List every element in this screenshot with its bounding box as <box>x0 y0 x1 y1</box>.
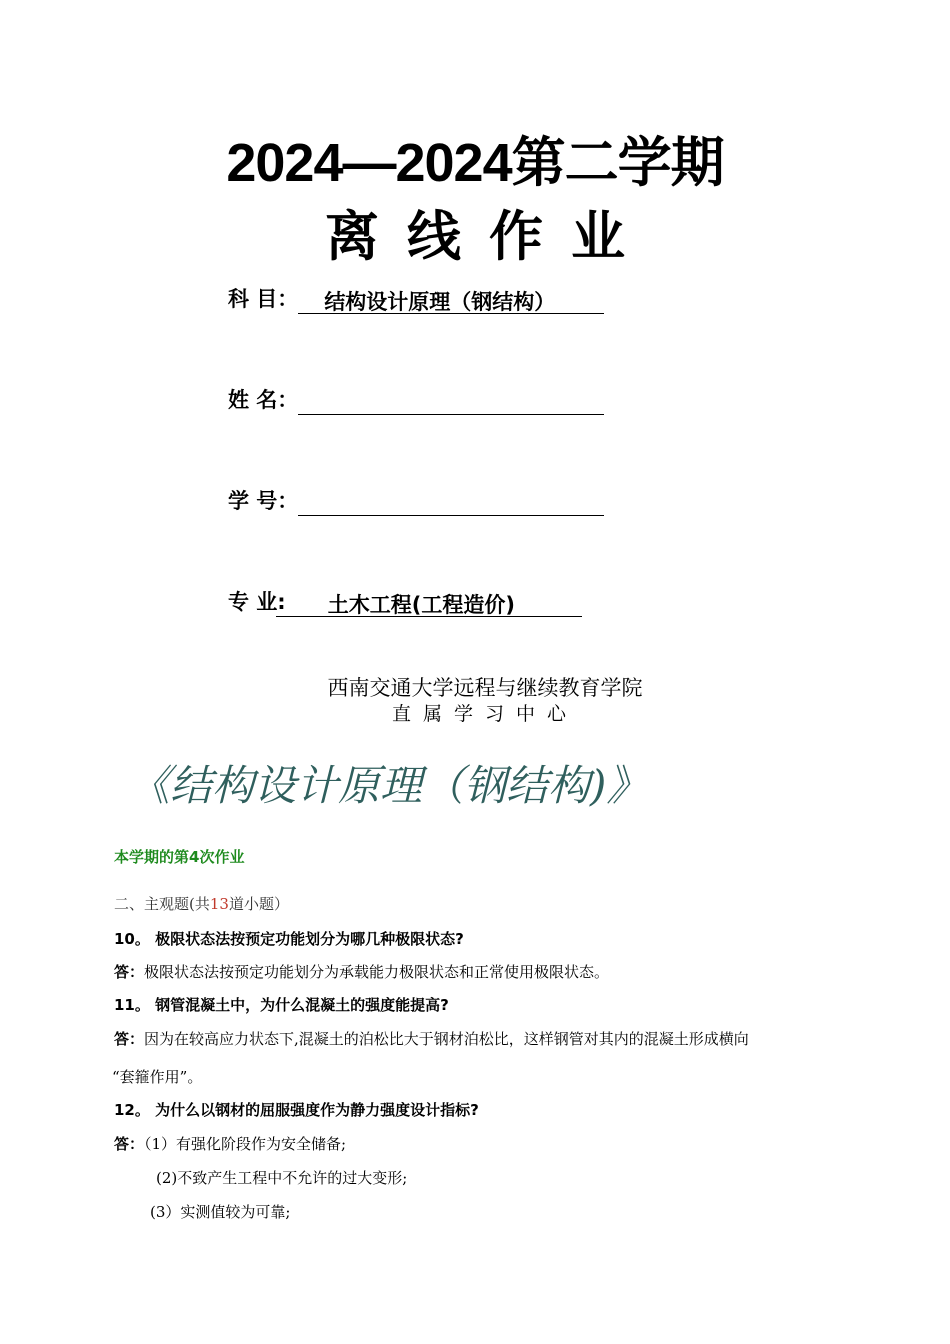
answer-12-item-2: (2)不致产生工程中不允许的过大变形; <box>156 1169 408 1187</box>
school-name: 西南交通大学远程与继续教育学院 <box>327 676 643 700</box>
subject-label: 科 目： <box>228 287 299 311</box>
section-prefix: 二、主观题(共 <box>114 895 210 913</box>
question-count: 13 <box>209 895 229 913</box>
answer-12 <box>114 1133 346 1155</box>
question-12: 12。 为什么以钢材的屈服强度作为静力强度设计指标? <box>114 1101 479 1119</box>
answer-text: （1）有强化阶段作为安全储备; <box>144 1135 347 1153</box>
name-field <box>228 385 604 415</box>
answer-text: 极限状态法按预定功能划分为承载能力极限状态和正常使用极限状态。 <box>144 963 610 981</box>
subject-field <box>228 284 604 314</box>
section-heading <box>114 893 289 915</box>
answer-10 <box>114 961 609 983</box>
major-value: 土木工程(工程造价) <box>276 590 582 617</box>
name-value <box>298 388 604 415</box>
section-suffix: 道小题） <box>228 895 289 913</box>
name-label: 姓 名： <box>228 388 299 412</box>
question-11: 11。 钢管混凝土中，为什么混凝土的强度能提高? <box>114 996 449 1014</box>
answer-12-item-3: (3）实测值较为可靠; <box>150 1203 291 1221</box>
subject-value: 结构设计原理（钢结构） <box>298 287 604 314</box>
course-title: 《结构设计原理（钢结构)》 <box>128 761 649 810</box>
student-id-value <box>298 489 604 516</box>
answer-11 <box>114 1028 749 1050</box>
student-id-label: 学 号： <box>228 489 299 513</box>
answer-label: 答： <box>114 963 145 981</box>
homework-label: 本学期的第4次作业 <box>114 848 245 866</box>
question-10: 10。 极限状态法按预定功能划分为哪几种极限状态? <box>114 930 464 948</box>
learning-center: 直属学习中心 <box>391 703 578 725</box>
major-field <box>228 587 582 617</box>
offline-homework-title: 离线作业 <box>325 205 653 268</box>
student-id-field <box>228 486 604 516</box>
semester-title: 2024—2024第二学期 <box>226 133 724 193</box>
answer-label: 答： <box>114 1030 145 1048</box>
answer-11-continued: “套箍作用”。 <box>112 1068 203 1086</box>
answer-text: 因为在较高应力状态下,混凝土的泊松比大于钢材泊松比，这样钢管对其内的混凝土形成横向 <box>144 1030 749 1048</box>
answer-label: 答： <box>114 1135 145 1153</box>
major-label: 专 业: <box>228 590 286 614</box>
